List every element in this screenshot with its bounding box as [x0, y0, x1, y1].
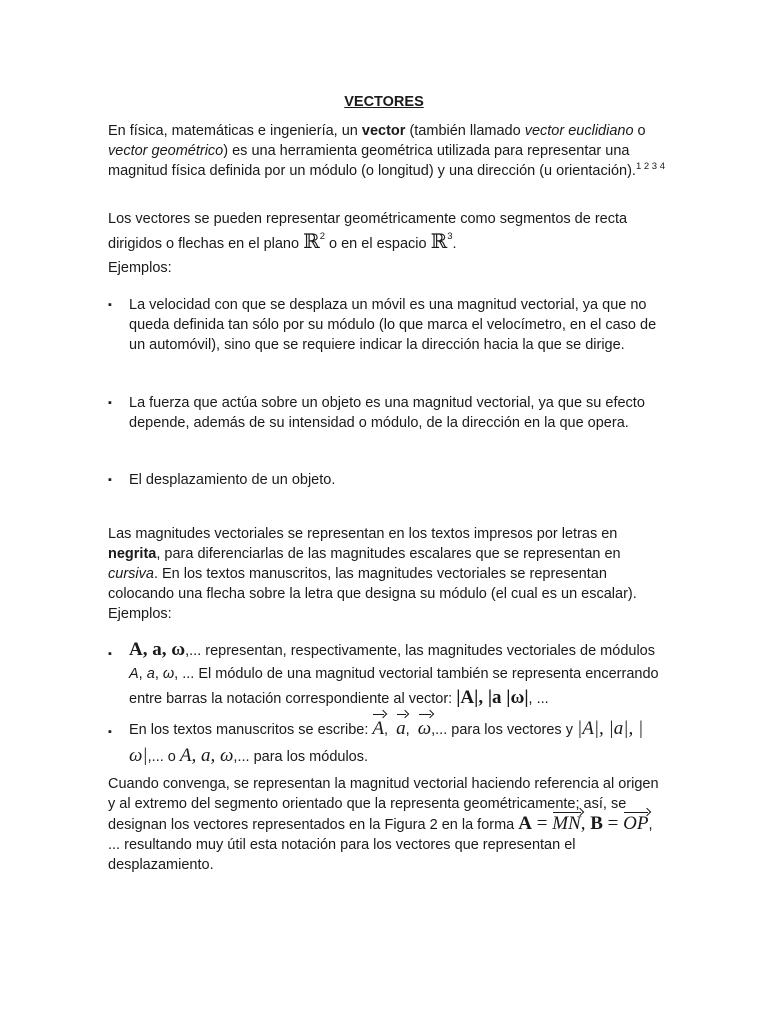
list-item [108, 393, 668, 433]
text-run: , ... [528, 691, 549, 707]
real-numbers-symbol: ℝ [303, 229, 320, 253]
text-run: o [633, 123, 646, 139]
math-separator: , [580, 813, 591, 834]
arrow-vector-A: A [372, 716, 384, 742]
segment-notation-paragraph [108, 774, 668, 875]
math-scalar-magnitudes: A, a, ω [179, 745, 234, 766]
text-run: ,... o [147, 749, 180, 765]
italic-term: a [146, 666, 155, 682]
text-run: o en el espacio [325, 236, 431, 252]
intro-paragraph [108, 121, 668, 181]
math-magnitudes-arrow: |A|, |a|, |ω| [129, 718, 644, 766]
bullet-icon: ▪ [108, 299, 112, 311]
text-run: , [154, 666, 163, 682]
text-run: . En los textos manuscritos, las magnitudes vectoriales se representan colocando una flecha sobre la letra que designa su módulo (el cual es un escalar). Ejemplos: [108, 566, 637, 622]
math-vector-A: A [518, 813, 532, 834]
math-bold-vectors: A, a, ω [129, 639, 186, 660]
arrow-vector-omega: ω [418, 716, 431, 742]
italic-term: cursiva [108, 566, 154, 582]
text-run: ) es una herramienta geométrica utilizada para representar una magnitud física definida por un módulo (o longitud) y una dirección (u orientación). [108, 143, 636, 179]
list-item [108, 638, 668, 711]
text-run: , ... El módulo de una magnitud vectorial también se representa encerrando entre barras la notación correspondiente al vector: [129, 666, 659, 707]
list-item [108, 470, 668, 490]
list-item-text: La fuerza que actúa sobre un objeto es una magnitud vectorial, ya que su efecto depende, además de su intensidad o módulo, de la dirección en la que opera. [129, 395, 645, 431]
text-run: Cuando convenga, se representan la magnitud vectorial haciendo referencia al origen y al extremo del segmento orientado que la representa geométricamente; así, se designan los vectores representados en la Figura 2 en la forma [108, 776, 659, 833]
italic-term: ω [162, 666, 175, 682]
bullet-icon: ▪ [108, 474, 112, 486]
reference-links[interactable]: 1 2 3 4 [635, 161, 666, 172]
math-segment-MN: MN [552, 813, 581, 834]
text-run: , [138, 666, 147, 682]
math-segment-OP: OP [623, 813, 649, 834]
arrow-vector-a: a [396, 716, 406, 742]
real-numbers-symbol: ℝ [430, 229, 448, 253]
list-item-text: La velocidad con que se desplaza un móvil es una magnitud vectorial, ya que no queda definida tan sólo por su módulo (lo que marca el velocímetro, en el caso de un automóvil), sino que se requiere indicar la dirección hacia la que se dirige. [129, 297, 657, 353]
notation-paragraph [108, 524, 668, 624]
text-run: . [452, 236, 457, 252]
text-run: ,... para los módulos. [233, 749, 369, 765]
text-run: (también llamado [405, 123, 525, 139]
math-equals: = [602, 813, 624, 834]
text-run: Las magnitudes vectoriales se representan en los textos impresos por letras en [108, 526, 618, 542]
bullet-icon: ▪ [108, 648, 112, 660]
text-run: En los textos manuscritos se escribe: [129, 722, 373, 738]
page-title: VECTORES [344, 94, 424, 110]
exponent: 3 [447, 231, 453, 242]
representation-paragraph [108, 208, 668, 255]
text-run: En física, matemáticas e ingeniería, un [108, 123, 362, 139]
math-equals: = [532, 813, 553, 834]
text-run: ,... representan, respectivamente, las magnitudes vectoriales de módulos [185, 643, 655, 659]
italic-term: vector euclidiano [524, 123, 634, 139]
bullet-icon: ▪ [108, 397, 112, 409]
list-item [108, 295, 668, 355]
list-item: ▪ En los textos manuscritos se escribe: A, a, ω,... para los vectores y |A|, |a|, |ω|,... o A, a, ω,... para los módulos. [108, 718, 644, 766]
math-magnitude-notation: |A|, |a |ω| [456, 687, 529, 708]
examples-label: Ejemplos: [108, 260, 172, 276]
bold-term: vector [361, 123, 406, 139]
text-run: , para diferenciarlas de las magnitudes escalares que se representan en [156, 546, 621, 562]
text-run: ,... para los vectores y [431, 722, 577, 738]
italic-term: vector geométrico [108, 143, 224, 159]
list-item-text: El desplazamiento de un objeto. [129, 472, 336, 488]
italic-term: A [129, 666, 139, 682]
math-vector-B: B [590, 813, 603, 834]
exponent: 2 [319, 231, 325, 242]
text-run: Los vectores se pueden representar geométricamente como segmentos de recta dirigidos o flechas en el plano [108, 211, 628, 252]
bullet-icon: ▪ [108, 726, 112, 738]
bold-term: negrita [108, 546, 157, 562]
text-run: , ... resultando muy útil esta notación para los vectores que representan el desplazamiento. [108, 817, 653, 873]
